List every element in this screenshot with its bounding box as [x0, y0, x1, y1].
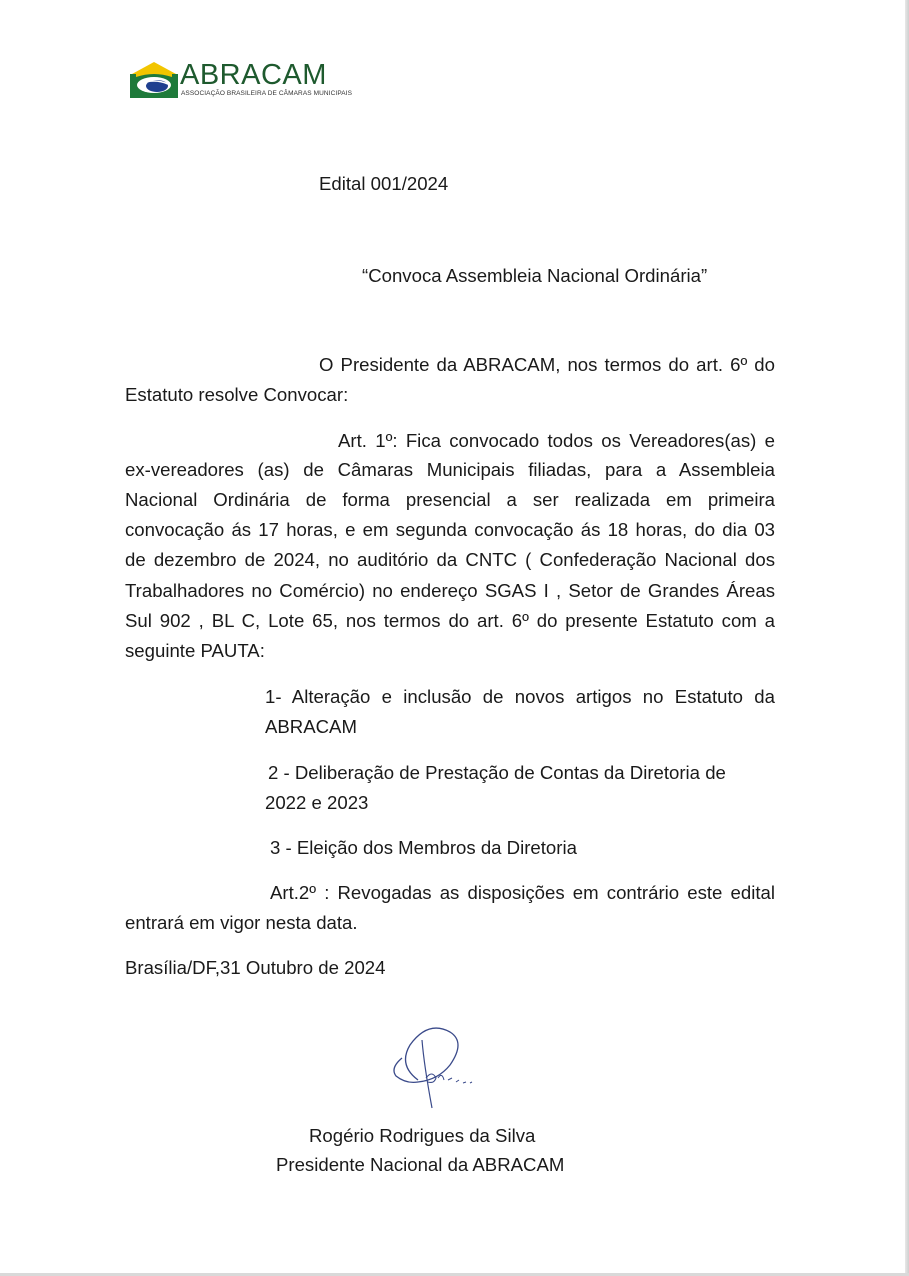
art2-line-2: entrará em vigor nesta data. [125, 912, 358, 933]
logo-subtitle: ASSOCIAÇÃO BRASILEIRA DE CÂMARAS MUNICIPAIS [181, 90, 353, 97]
art1-line-4: convocação ás 17 horas, e em segunda convocação ás 18 horas, do dia 03 [125, 519, 775, 540]
abracam-logo [130, 58, 353, 102]
signer-name: Rogério Rodrigues da Silva [309, 1125, 536, 1146]
pauta-item-1-line-1: 1- Alteração e inclusão de novos artigos no Estatuto da [265, 686, 775, 707]
edital-number: Edital 001/2024 [319, 173, 449, 194]
art1-line-5: de dezembro de 2024, no auditório da CNTC ( Confederação Nacional dos [125, 549, 775, 570]
logo-name: ABRACAM [180, 59, 327, 91]
edital-heading: “Convoca Assembleia Nacional Ordinária” [362, 265, 708, 286]
handwritten-signature [388, 1020, 488, 1115]
art1-line-2: ex-vereadores (as) de Câmaras Municipais filiadas, para a Assembleia [125, 459, 775, 480]
page-edge-shadow [905, 0, 909, 1276]
art2-line-1: Art.2º : Revogadas as disposições em contrário este edital [270, 882, 775, 903]
art1-line-1: Art. 1º: Fica convocado todos os Vereadores(as) e [338, 430, 775, 451]
art1-line-7: Sul 902 , BL C, Lote 65, nos termos do art. 6º do presente Estatuto com a [125, 610, 775, 631]
art1-line-3: Nacional Ordinária de forma presencial a ser realizada em primeira [125, 489, 775, 510]
intro-line-1: O Presidente da ABRACAM, nos termos do art. 6º do [319, 354, 775, 375]
place-date: Brasília/DF,31 Outubro de 2024 [125, 957, 386, 978]
intro-line-2: Estatuto resolve Convocar: [125, 384, 349, 405]
pauta-item-3: 3 - Eleição dos Membros da Diretoria [270, 837, 577, 858]
art1-line-6: Trabalhadores no Comércio) no endereço SGAS I , Setor de Grandes Áreas [125, 580, 775, 601]
abracam-logo-mark-icon [130, 60, 178, 100]
pauta-item-2-line-1: 2 - Deliberação de Prestação de Contas da Diretoria de [268, 762, 726, 783]
pauta-item-2-line-2: 2022 e 2023 [265, 792, 369, 813]
pauta-item-1-line-2: ABRACAM [265, 716, 357, 737]
art1-line-8: seguinte PAUTA: [125, 640, 265, 661]
signer-role: Presidente Nacional da ABRACAM [276, 1154, 565, 1175]
